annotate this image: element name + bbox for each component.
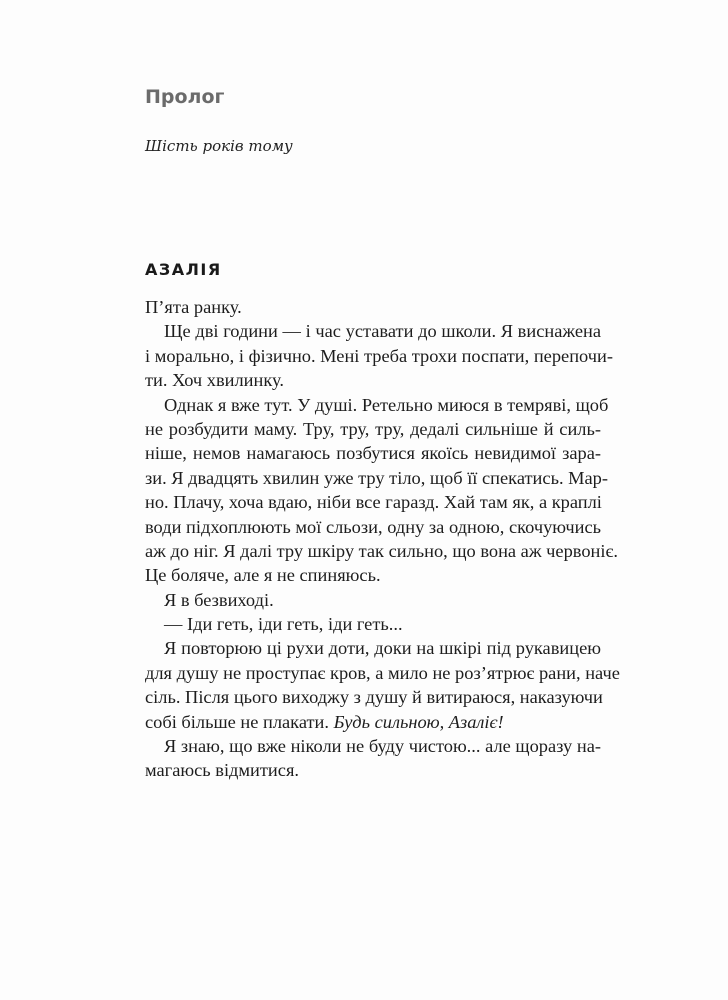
text-segment: аж до ніг. Я далі тру шкіру так сильно, що вона аж червоніє. — [145, 540, 618, 561]
section-title: АЗАЛІЯ — [145, 260, 222, 279]
italic-text: Будь сильною, Азаліє! — [333, 711, 504, 732]
body-text — [145, 295, 620, 783]
text-line — [145, 319, 601, 343]
text-segment: зи. Я двадцять хвилин уже тру тіло, щоб її спекатись. Мар- — [145, 467, 608, 488]
text-segment: Однак я вже тут. У душі. Ретельно миюся в темряві, щоб — [164, 394, 609, 415]
text-line — [145, 417, 601, 441]
text-line — [145, 612, 601, 636]
text-segment: — Іди геть, іди геть, іди геть... — [164, 614, 403, 635]
text-line — [145, 368, 601, 392]
text-line — [145, 661, 620, 685]
text-line — [145, 734, 601, 758]
text-segment: ніше, немов намагаюсь позбутися якоїсь невидимої зара- — [145, 443, 601, 464]
text-line — [145, 466, 608, 490]
text-segment: но. Плачу, хоча вдаю, ніби все гаразд. Хай там як, а краплі — [145, 492, 602, 513]
text-segment: води підхоплюють мої сльози, одну за одною, скочуючись — [145, 516, 601, 537]
chapter-title: Пролог — [145, 86, 225, 108]
text-line — [145, 588, 601, 612]
text-segment: Я знаю, що вже ніколи не буду чистою... але щоразу на- — [164, 736, 601, 757]
text-line — [145, 710, 601, 734]
text-segment: П’ята ранку. — [145, 297, 242, 317]
text-line — [145, 441, 601, 465]
text-line — [145, 344, 613, 368]
text-line — [145, 685, 601, 709]
text-segment: і морально, і фізично. Мені треба трохи поспати, перепочи- — [145, 345, 613, 366]
text-segment: для душу не проступає кров, а мило не роз’ятрює рани, наче — [145, 662, 620, 683]
text-line — [145, 539, 618, 563]
text-line — [145, 563, 601, 587]
text-segment: не розбудити маму. Тру, тру, тру, дедалі сильніше й силь- — [145, 418, 601, 439]
text-line — [145, 515, 601, 539]
text-segment: ти. Хоч хвилинку. — [145, 370, 284, 391]
text-segment: Я в безвиході. — [164, 589, 274, 610]
text-segment: Я повторюю ці рухи доти, доки на шкірі під рукавицею — [164, 638, 601, 659]
text-segment: Це боляче, але я не спиняюсь. — [145, 565, 381, 586]
text-segment: Ще дві години — і час уставати до школи. Я виснажена — [164, 321, 601, 342]
text-line — [145, 758, 601, 782]
text-line — [145, 295, 601, 319]
text-line — [145, 393, 609, 417]
chapter-subtitle: Шість років тому — [145, 137, 293, 155]
text-segment: собі більше не плакати. — [145, 711, 334, 732]
text-line — [145, 490, 601, 514]
text-line — [145, 636, 601, 660]
text-segment: сіль. Після цього виходжу з душу й витираюся, наказуючи — [145, 687, 603, 708]
text-segment: магаюсь відмитися. — [145, 760, 299, 781]
